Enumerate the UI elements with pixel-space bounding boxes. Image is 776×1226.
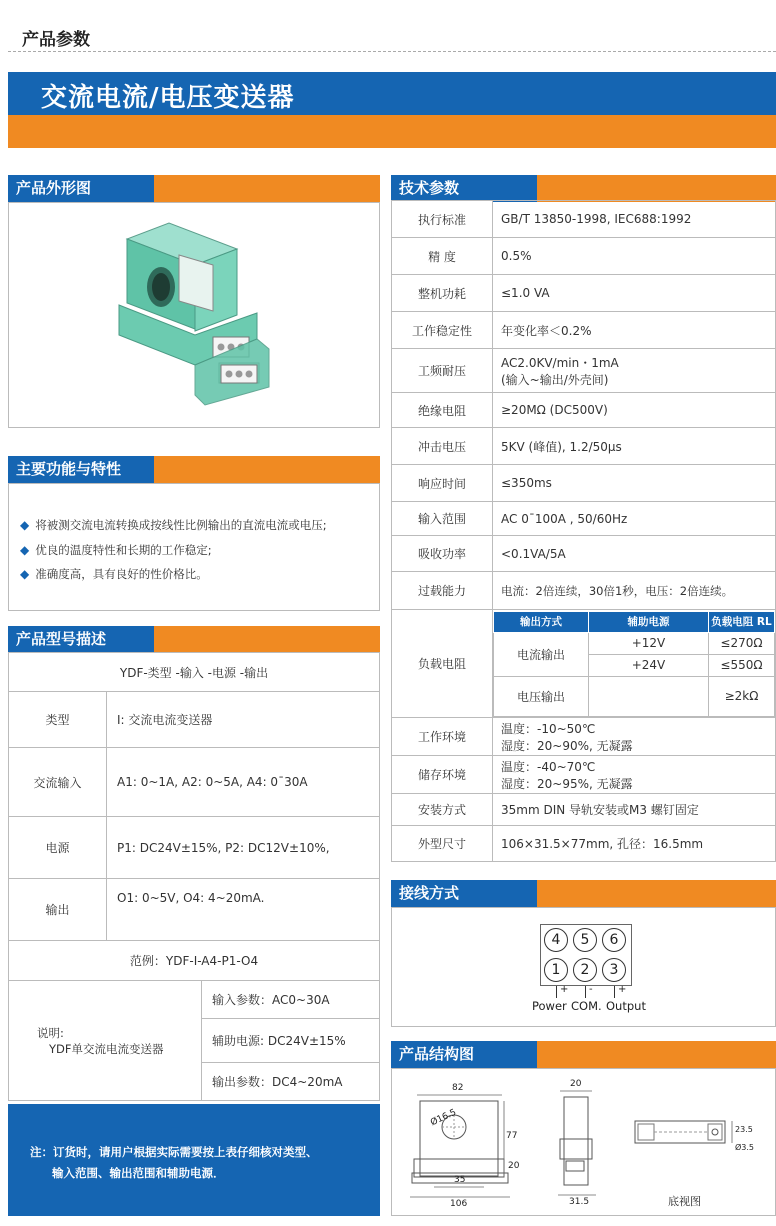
diamond-icon: ◆ xyxy=(20,567,30,581)
tech-table: 执行标准 GB/T 13850-1998, IEC688:1992 精 度 0.5% 整机功耗 ≤1.0 VA 工作稳定性 年变化率＜0.2% 工频耐压 AC2.0KV/min・1mA (输入~输出/外壳间) 绝缘电阻 ≥20MΩ (DC500V) 冲击电压 5KV (峰值), 1.2/50μs 响应时间 ≤350ms 输入范围 AC 0¯100A , 50/60Hz 吸收功率 <0.1VA/5A 过载能力 电流：2倍连续，30倍1秒，电压：2倍连续。 负载电阻 输出方式 辅助电源 负载电阻 RL 电流输出 +12V ≤270Ω +24V ≤550Ω 电压输出 ≥2kΩ 工作环境 温度：-10~50℃ 湿度：20~90%, 无凝露 储存环境 温度：-40~70℃ 湿度：20~95%, 无凝露 安装方式 35mm DIN 导轨安装或M3 螺钉固定 外型尺寸 106×31.5×77mm, 孔径：16.5mm xyxy=(391,200,776,862)
diamond-icon: ◆ xyxy=(20,518,30,532)
structure-diagram: 82 Ø16.5 77 20 35 106 20 31.5 23.5 Ø3.5 底视图 xyxy=(391,1068,776,1216)
terminal-6: 6 xyxy=(602,928,626,952)
diamond-icon: ◆ xyxy=(20,543,30,557)
section-header-appearance: 产品外形图 xyxy=(8,175,380,202)
section-header-wiring: 接线方式 xyxy=(391,880,776,907)
order-note: 注：订货时，请用户根据实际需要按上表仔细核对类型、 输入范围、输出范围和辅助电源． xyxy=(8,1104,380,1216)
terminal-2: 2 xyxy=(573,958,597,982)
load-table: 输出方式 辅助电源 负载电阻 RL 电流输出 +12V ≤270Ω +24V ≤550Ω 电压输出 ≥2kΩ xyxy=(493,611,775,717)
divider xyxy=(8,51,776,52)
section-header-tech: 技术参数 xyxy=(391,175,776,202)
model-example: 范例：YDF-I-A4-P1-O4 xyxy=(9,941,380,981)
feature-item: ◆ 将被测交流电流转换成按线性比例输出的直流电流或电压; xyxy=(20,518,327,532)
page-title: 产品参数 xyxy=(22,30,90,50)
hero-banner xyxy=(8,72,776,148)
product-image-box xyxy=(8,202,380,428)
terminal-5: 5 xyxy=(573,928,597,952)
section-header-structure: 产品结构图 xyxy=(391,1041,776,1068)
feature-item: ◆ 准确度高，具有良好的性价格比。 xyxy=(20,567,208,581)
terminal-4: 4 xyxy=(544,928,568,952)
model-header: YDF-类型 -输入 -电源 -输出 xyxy=(9,653,380,692)
model-desc: 说明: YDF单交流电流变送器 xyxy=(9,981,202,1101)
feature-item: ◆ 优良的温度特性和长期的工作稳定; xyxy=(20,543,212,557)
terminal-3: 3 xyxy=(602,958,626,982)
section-header-features: 主要功能与特性 xyxy=(8,456,380,483)
hero-title: 交流电流/电压变送器 xyxy=(41,83,295,113)
product-image xyxy=(109,219,309,419)
model-table: YDF-类型 -输入 -电源 -输出 类型 I: 交流电流变送器 交流输入 A1: 0~1A, A2: 0~5A, A4: 0¯30A 电源 P1: DC24V±15%, P2: DC12V±10%, 输出 O1: 0~5V, O4: 4~20mA. 范例：YDF-I-A4-P1-O4 说明: YDF单交流电流变送器 输入参数：AC0~30A 辅助电源: DC24V±15% 输出参数：DC4~20mA xyxy=(8,652,380,1101)
section-header-model: 产品型号描述 xyxy=(8,626,380,653)
bottom-view-label: 底视图 xyxy=(668,1195,701,1208)
wiring-diagram: 4 5 6 1 2 3 + - + Power COM. Output xyxy=(391,907,776,1027)
terminal-1: 1 xyxy=(544,958,568,982)
